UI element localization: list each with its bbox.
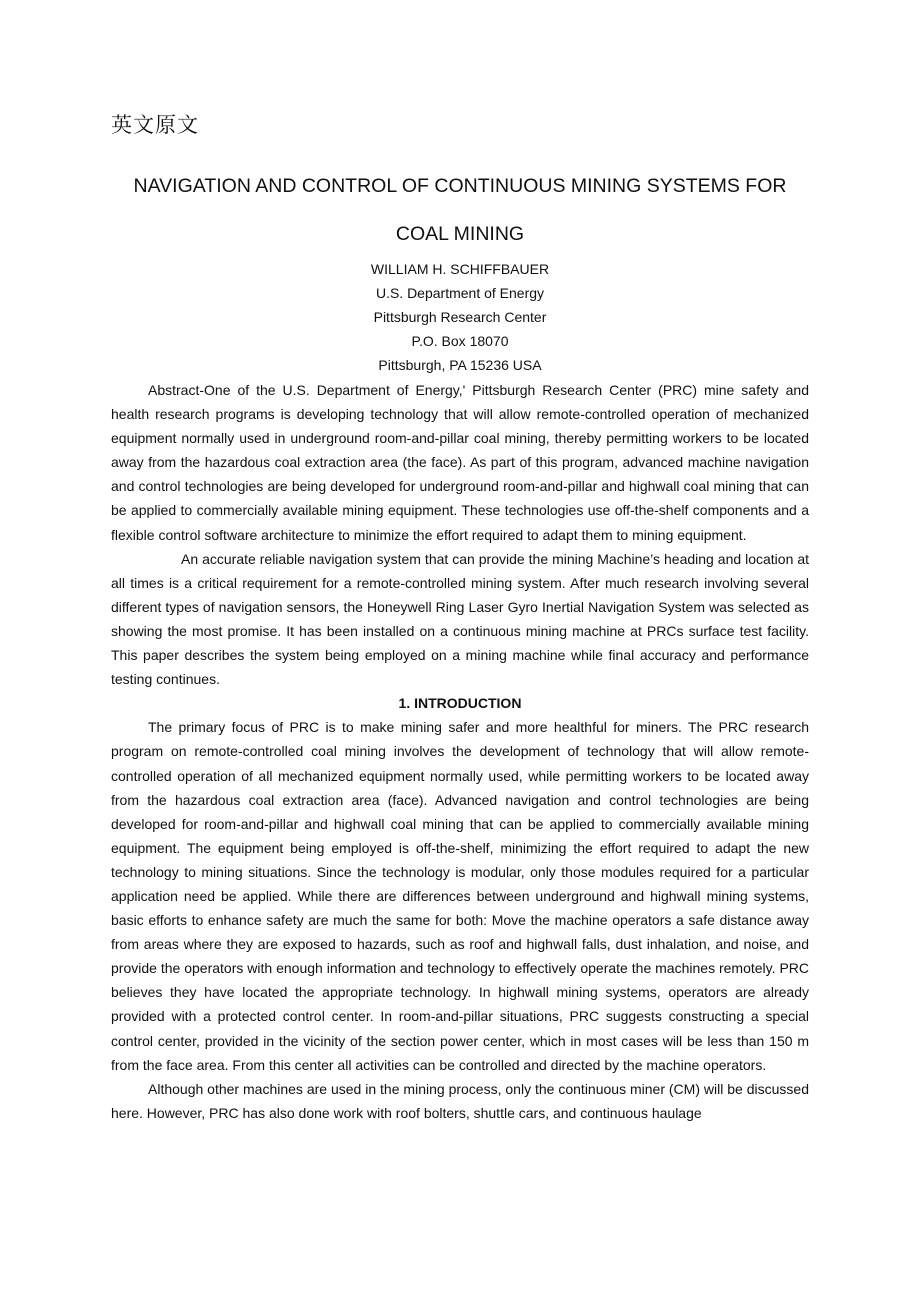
paper-title-line-1: NAVIGATION AND CONTROL OF CONTINUOUS MINING SYSTEMS FOR: [133, 175, 787, 197]
author-city: Pittsburgh, PA 15236 USA: [378, 357, 542, 374]
abstract-paragraph-1: Abstract-One of the U.S. Department of Energy,' Pittsburgh Research Center (PRC) mine safety and health research programs is developing technology that will allow remote-controlled operation of mechanized equipment normally used in underground room-and-pillar coal mining, thereby permitting workers to be located away from the hazardous coal extraction area (the face). As part of this program, advanced machine navigation and control technologies are being developed for underground room-and-pillar and highwall coal mining that can be applied to commercially available mining equipment. These technologies use off-the-shelf components and a flexible control software architecture to minimize the effort required to adapt them to mining equipment.: [111, 382, 809, 543]
author-block: [111, 257, 809, 377]
introduction-paragraph-2: Although other machines are used in the mining process, only the continuous miner (CM) will be discussed here. However, PRC has also done work with roof bolters, shuttle cars, and continuous haulage: [111, 1080, 809, 1121]
author-name: WILLIAM H. SCHIFFBAUER: [370, 261, 550, 277]
author-po-box: P.O. Box 18070: [411, 333, 509, 350]
paper-title-line-2: COAL MINING: [395, 223, 525, 245]
abstract-paragraph-2: An accurate reliable navigation system that can provide the mining Machine’s heading and location at all times is a critical requirement for a remote-controlled mining system. After much research involving several different types of navigation sensors, the Honeywell Ring Laser Gyro Inertial Navigation System was selected as showing the most promise. It has been installed on a continuous mining machine at PRCs surface test facility. This paper describes the system being employed on a mining machine while final accuracy and performance testing continues.: [111, 550, 809, 688]
paper-body: [111, 378, 809, 1125]
author-research-center: Pittsburgh Research Center: [373, 309, 547, 326]
section-heading-introduction: 1. INTRODUCTION: [398, 695, 522, 712]
introduction-paragraph-1: The primary focus of PRC is to make mining safer and more healthful for miners. The PRC research program on remote-controlled coal mining involves the development of technology that will allow remote-controlled operation of all mechanized equipment normally used, while permitting workers to be located away from the hazardous coal extraction area (face). Advanced navigation and control technologies are being developed for room-and-pillar and highwall coal mining that can be applied to commercially available mining equipment. The equipment being employed is off-the-shelf, minimizing the effort required to adapt the new technology to mining situations. Since the technology is modular, only those modules required for a particular application need be applied. While there are differences between underground and highwall mining systems, basic efforts to enhance safety are much the same for both: Move the machine operators a safe distance away from areas where they are exposed to hazards, such as roof and highwall falls, dust inhalation, and noise, and provide the operators with enough information and technology to effectively operate the machines remotely. PRC believes they have located the appropriate technology. In highwall mining systems, operators are already provided with a protected control center. In room-and-pillar situations, PRC suggests constructing a special control center, provided in the vicinity of the section power center, which in most cases will be less than 150 m from the face area. From this center all activities can be controlled and directed by the machine operators.: [111, 719, 809, 1073]
author-organization: U.S. Department of Energy: [375, 285, 545, 302]
section-label-cn: 英文原文: [111, 113, 199, 137]
